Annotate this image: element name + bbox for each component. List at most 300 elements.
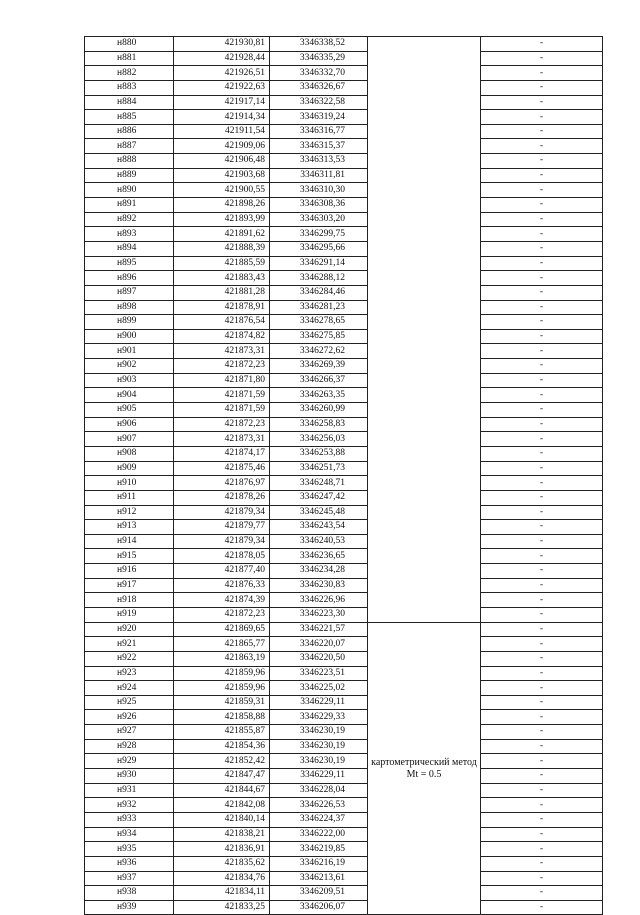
table-row	[85, 432, 603, 447]
note-cell: -	[481, 886, 603, 901]
x-coordinate-cell: 421874,17	[174, 446, 270, 461]
table-row	[85, 769, 603, 784]
point-id-cell: н898	[85, 300, 174, 315]
note-cell: -	[481, 827, 603, 842]
x-coordinate-cell: 421906,48	[174, 154, 270, 169]
table-row	[85, 373, 603, 388]
point-id-cell: н927	[85, 725, 174, 740]
point-id-cell: н935	[85, 842, 174, 857]
table-row	[85, 812, 603, 827]
table-row	[85, 490, 603, 505]
point-id-cell: н907	[85, 432, 174, 447]
table-row	[85, 564, 603, 579]
point-id-cell: н896	[85, 271, 174, 286]
x-coordinate-cell: 421883,43	[174, 271, 270, 286]
x-coordinate-cell: 421840,14	[174, 812, 270, 827]
table-row	[85, 446, 603, 461]
table-row	[85, 241, 603, 256]
x-coordinate-cell: 421834,11	[174, 886, 270, 901]
x-coordinate-cell: 421838,21	[174, 827, 270, 842]
note-cell: -	[481, 871, 603, 886]
point-id-cell: н915	[85, 549, 174, 564]
note-cell: -	[481, 227, 603, 242]
point-id-cell: н904	[85, 388, 174, 403]
table-row	[85, 227, 603, 242]
y-coordinate-cell: 3346263,35	[270, 388, 368, 403]
x-coordinate-cell: 421874,82	[174, 329, 270, 344]
point-id-cell: н891	[85, 198, 174, 213]
note-cell: -	[481, 359, 603, 374]
note-cell: -	[481, 593, 603, 608]
note-cell: -	[481, 95, 603, 110]
table-row	[85, 871, 603, 886]
note-cell: -	[481, 110, 603, 125]
x-coordinate-cell: 421833,25	[174, 900, 270, 915]
y-coordinate-cell: 3346313,53	[270, 154, 368, 169]
note-cell: -	[481, 622, 603, 637]
y-coordinate-cell: 3346253,88	[270, 446, 368, 461]
point-id-cell: н922	[85, 651, 174, 666]
table-row	[85, 476, 603, 491]
x-coordinate-cell: 421842,08	[174, 798, 270, 813]
point-id-cell: н934	[85, 827, 174, 842]
y-coordinate-cell: 3346322,58	[270, 95, 368, 110]
note-cell: -	[481, 432, 603, 447]
y-coordinate-cell: 3346228,04	[270, 783, 368, 798]
table-row	[85, 256, 603, 271]
point-id-cell: н928	[85, 739, 174, 754]
table-row	[85, 725, 603, 740]
y-coordinate-cell: 3346216,19	[270, 856, 368, 871]
point-id-cell: н895	[85, 256, 174, 271]
y-coordinate-cell: 3346335,29	[270, 51, 368, 66]
note-cell: -	[481, 783, 603, 798]
table-row	[85, 110, 603, 125]
note-cell: -	[481, 403, 603, 418]
y-coordinate-cell: 3346284,46	[270, 285, 368, 300]
note-cell: -	[481, 124, 603, 139]
table-row	[85, 900, 603, 915]
y-coordinate-cell: 3346229,33	[270, 710, 368, 725]
note-cell: -	[481, 769, 603, 784]
point-id-cell: н897	[85, 285, 174, 300]
x-coordinate-cell: 421844,67	[174, 783, 270, 798]
table-row	[85, 198, 603, 213]
y-coordinate-cell: 3346308,36	[270, 198, 368, 213]
note-cell: -	[481, 315, 603, 330]
y-coordinate-cell: 3346230,19	[270, 754, 368, 769]
y-coordinate-cell: 3346209,51	[270, 886, 368, 901]
note-cell: -	[481, 154, 603, 169]
y-coordinate-cell: 3346213,61	[270, 871, 368, 886]
table-row	[85, 417, 603, 432]
table-row	[85, 80, 603, 95]
coordinates-table-body	[85, 37, 603, 915]
y-coordinate-cell: 3346223,30	[270, 607, 368, 622]
y-coordinate-cell: 3346229,11	[270, 695, 368, 710]
note-cell: -	[481, 80, 603, 95]
note-cell: -	[481, 520, 603, 535]
point-id-cell: н923	[85, 666, 174, 681]
x-coordinate-cell: 421876,33	[174, 578, 270, 593]
table-row	[85, 651, 603, 666]
x-coordinate-cell: 421878,91	[174, 300, 270, 315]
note-cell: -	[481, 798, 603, 813]
table-row	[85, 886, 603, 901]
note-cell: -	[481, 637, 603, 652]
x-coordinate-cell: 421854,36	[174, 739, 270, 754]
point-id-cell: н918	[85, 593, 174, 608]
note-cell: -	[481, 695, 603, 710]
table-row	[85, 681, 603, 696]
note-cell: -	[481, 490, 603, 505]
table-row	[85, 139, 603, 154]
point-id-cell: н910	[85, 476, 174, 491]
note-cell: -	[481, 198, 603, 213]
table-row	[85, 315, 603, 330]
point-id-cell: н884	[85, 95, 174, 110]
table-row	[85, 329, 603, 344]
y-coordinate-cell: 3346319,24	[270, 110, 368, 125]
y-coordinate-cell: 3346266,37	[270, 373, 368, 388]
y-coordinate-cell: 3346222,00	[270, 827, 368, 842]
y-coordinate-cell: 3346234,28	[270, 564, 368, 579]
note-cell: -	[481, 285, 603, 300]
note-cell: -	[481, 754, 603, 769]
y-coordinate-cell: 3346275,85	[270, 329, 368, 344]
point-id-cell: н938	[85, 886, 174, 901]
point-id-cell: н880	[85, 37, 174, 52]
table-row	[85, 798, 603, 813]
note-cell: -	[481, 739, 603, 754]
point-id-cell: н920	[85, 622, 174, 637]
x-coordinate-cell: 421872,23	[174, 607, 270, 622]
y-coordinate-cell: 3346256,03	[270, 432, 368, 447]
x-coordinate-cell: 421859,96	[174, 666, 270, 681]
point-id-cell: н926	[85, 710, 174, 725]
note-cell: -	[481, 373, 603, 388]
y-coordinate-cell: 3346230,19	[270, 725, 368, 740]
x-coordinate-cell: 421871,59	[174, 403, 270, 418]
x-coordinate-cell: 421871,80	[174, 373, 270, 388]
x-coordinate-cell: 421858,88	[174, 710, 270, 725]
note-cell: -	[481, 666, 603, 681]
x-coordinate-cell: 421855,87	[174, 725, 270, 740]
y-coordinate-cell: 3346311,81	[270, 168, 368, 183]
coordinates-table	[84, 36, 603, 915]
note-cell: -	[481, 329, 603, 344]
x-coordinate-cell: 421879,34	[174, 505, 270, 520]
point-id-cell: н916	[85, 564, 174, 579]
y-coordinate-cell: 3346221,57	[270, 622, 368, 637]
y-coordinate-cell: 3346316,77	[270, 124, 368, 139]
y-coordinate-cell: 3346278,65	[270, 315, 368, 330]
y-coordinate-cell: 3346260,99	[270, 403, 368, 418]
point-id-cell: н885	[85, 110, 174, 125]
table-row	[85, 403, 603, 418]
note-cell: -	[481, 812, 603, 827]
point-id-cell: н893	[85, 227, 174, 242]
point-id-cell: н931	[85, 783, 174, 798]
point-id-cell: н905	[85, 403, 174, 418]
table-row	[85, 637, 603, 652]
table-row	[85, 520, 603, 535]
point-id-cell: н908	[85, 446, 174, 461]
point-id-cell: н887	[85, 139, 174, 154]
point-id-cell: н929	[85, 754, 174, 769]
note-cell: -	[481, 37, 603, 52]
point-id-cell: н890	[85, 183, 174, 198]
x-coordinate-cell: 421885,59	[174, 256, 270, 271]
x-coordinate-cell: 421834,76	[174, 871, 270, 886]
y-coordinate-cell: 3346310,30	[270, 183, 368, 198]
table-row	[85, 842, 603, 857]
table-row	[85, 285, 603, 300]
y-coordinate-cell: 3346206,07	[270, 900, 368, 915]
point-id-cell: н901	[85, 344, 174, 359]
y-coordinate-cell: 3346230,83	[270, 578, 368, 593]
y-coordinate-cell: 3346236,65	[270, 549, 368, 564]
x-coordinate-cell: 421872,23	[174, 359, 270, 374]
note-cell: -	[481, 461, 603, 476]
table-row	[85, 154, 603, 169]
note-cell: -	[481, 564, 603, 579]
table-row	[85, 461, 603, 476]
x-coordinate-cell: 421875,46	[174, 461, 270, 476]
y-coordinate-cell: 3346247,42	[270, 490, 368, 505]
table-row	[85, 783, 603, 798]
method-note: картометрический метод Mt = 0.5	[371, 756, 477, 780]
note-cell: -	[481, 51, 603, 66]
point-id-cell: н889	[85, 168, 174, 183]
y-coordinate-cell: 3346226,96	[270, 593, 368, 608]
note-cell: -	[481, 476, 603, 491]
y-coordinate-cell: 3346219,85	[270, 842, 368, 857]
table-row	[85, 622, 603, 637]
x-coordinate-cell: 421835,62	[174, 856, 270, 871]
point-id-cell: н937	[85, 871, 174, 886]
y-coordinate-cell: 3346315,37	[270, 139, 368, 154]
note-cell: -	[481, 607, 603, 622]
point-id-cell: н932	[85, 798, 174, 813]
note-cell: -	[481, 388, 603, 403]
point-id-cell: н930	[85, 769, 174, 784]
table-row	[85, 578, 603, 593]
table-row	[85, 856, 603, 871]
point-id-cell: н899	[85, 315, 174, 330]
x-coordinate-cell: 421869,65	[174, 622, 270, 637]
point-id-cell: н924	[85, 681, 174, 696]
y-coordinate-cell: 3346226,53	[270, 798, 368, 813]
x-coordinate-cell: 421876,97	[174, 476, 270, 491]
x-coordinate-cell: 421891,62	[174, 227, 270, 242]
x-coordinate-cell: 421898,26	[174, 198, 270, 213]
table-row	[85, 754, 603, 769]
x-coordinate-cell: 421909,06	[174, 139, 270, 154]
x-coordinate-cell: 421917,14	[174, 95, 270, 110]
x-coordinate-cell: 421859,31	[174, 695, 270, 710]
note-cell: -	[481, 842, 603, 857]
x-coordinate-cell: 421877,40	[174, 564, 270, 579]
x-coordinate-cell: 421930,81	[174, 37, 270, 52]
table-row	[85, 607, 603, 622]
table-row	[85, 534, 603, 549]
table-row	[85, 168, 603, 183]
y-coordinate-cell: 3346326,67	[270, 80, 368, 95]
point-id-cell: н883	[85, 80, 174, 95]
y-coordinate-cell: 3346245,48	[270, 505, 368, 520]
note-cell: -	[481, 139, 603, 154]
table-row	[85, 300, 603, 315]
point-id-cell: н892	[85, 212, 174, 227]
y-coordinate-cell: 3346251,73	[270, 461, 368, 476]
x-coordinate-cell: 421881,28	[174, 285, 270, 300]
note-cell: -	[481, 300, 603, 315]
table-row	[85, 183, 603, 198]
y-coordinate-cell: 3346299,75	[270, 227, 368, 242]
y-coordinate-cell: 3346230,19	[270, 739, 368, 754]
table-row	[85, 739, 603, 754]
point-id-cell: н882	[85, 66, 174, 81]
point-id-cell: н881	[85, 51, 174, 66]
x-coordinate-cell: 421879,34	[174, 534, 270, 549]
x-coordinate-cell: 421872,23	[174, 417, 270, 432]
point-id-cell: н888	[85, 154, 174, 169]
x-coordinate-cell: 421911,54	[174, 124, 270, 139]
x-coordinate-cell: 421914,34	[174, 110, 270, 125]
table-row	[85, 359, 603, 374]
x-coordinate-cell: 421928,44	[174, 51, 270, 66]
note-cell: -	[481, 66, 603, 81]
x-coordinate-cell: 421852,42	[174, 754, 270, 769]
x-coordinate-cell: 421873,31	[174, 432, 270, 447]
x-coordinate-cell: 421859,96	[174, 681, 270, 696]
note-cell: -	[481, 900, 603, 915]
y-coordinate-cell: 3346269,39	[270, 359, 368, 374]
note-cell: -	[481, 417, 603, 432]
x-coordinate-cell: 421876,54	[174, 315, 270, 330]
x-coordinate-cell: 421922,63	[174, 80, 270, 95]
table-row	[85, 710, 603, 725]
note-cell: -	[481, 681, 603, 696]
point-id-cell: н933	[85, 812, 174, 827]
y-coordinate-cell: 3346332,70	[270, 66, 368, 81]
note-cell: -	[481, 710, 603, 725]
table-row	[85, 51, 603, 66]
note-cell: -	[481, 534, 603, 549]
method-cell	[368, 622, 481, 915]
x-coordinate-cell: 421865,77	[174, 637, 270, 652]
point-id-cell: н925	[85, 695, 174, 710]
note-cell: -	[481, 241, 603, 256]
y-coordinate-cell: 3346240,53	[270, 534, 368, 549]
note-cell: -	[481, 168, 603, 183]
y-coordinate-cell: 3346272,62	[270, 344, 368, 359]
y-coordinate-cell: 3346225,02	[270, 681, 368, 696]
table-row	[85, 124, 603, 139]
point-id-cell: н900	[85, 329, 174, 344]
note-cell: -	[481, 271, 603, 286]
y-coordinate-cell: 3346220,50	[270, 651, 368, 666]
y-coordinate-cell: 3346291,14	[270, 256, 368, 271]
x-coordinate-cell: 421879,77	[174, 520, 270, 535]
point-id-cell: н939	[85, 900, 174, 915]
table-row	[85, 549, 603, 564]
x-coordinate-cell: 421903,68	[174, 168, 270, 183]
x-coordinate-cell: 421847,47	[174, 769, 270, 784]
table-row	[85, 344, 603, 359]
point-id-cell: н913	[85, 520, 174, 535]
y-coordinate-cell: 3346243,54	[270, 520, 368, 535]
point-id-cell: н894	[85, 241, 174, 256]
note-cell: -	[481, 446, 603, 461]
x-coordinate-cell: 421888,39	[174, 241, 270, 256]
point-id-cell: н917	[85, 578, 174, 593]
x-coordinate-cell: 421873,31	[174, 344, 270, 359]
note-cell: -	[481, 256, 603, 271]
y-coordinate-cell: 3346248,71	[270, 476, 368, 491]
y-coordinate-cell: 3346295,66	[270, 241, 368, 256]
table-row	[85, 388, 603, 403]
note-cell: -	[481, 856, 603, 871]
note-cell: -	[481, 344, 603, 359]
y-coordinate-cell: 3346224,37	[270, 812, 368, 827]
y-coordinate-cell: 3346220,07	[270, 637, 368, 652]
y-coordinate-cell: 3346229,11	[270, 769, 368, 784]
method-cell-empty	[368, 37, 481, 623]
table-row	[85, 505, 603, 520]
x-coordinate-cell: 421874,39	[174, 593, 270, 608]
x-coordinate-cell: 421871,59	[174, 388, 270, 403]
x-coordinate-cell: 421863,19	[174, 651, 270, 666]
y-coordinate-cell: 3346288,12	[270, 271, 368, 286]
table-row	[85, 212, 603, 227]
x-coordinate-cell: 421878,26	[174, 490, 270, 505]
table-row	[85, 37, 603, 52]
note-cell: -	[481, 183, 603, 198]
x-coordinate-cell: 421900,55	[174, 183, 270, 198]
point-id-cell: н919	[85, 607, 174, 622]
y-coordinate-cell: 3346281,23	[270, 300, 368, 315]
point-id-cell: н912	[85, 505, 174, 520]
note-cell: -	[481, 578, 603, 593]
table-row	[85, 827, 603, 842]
note-cell: -	[481, 725, 603, 740]
table-row	[85, 593, 603, 608]
point-id-cell: н936	[85, 856, 174, 871]
point-id-cell: н911	[85, 490, 174, 505]
point-id-cell: н914	[85, 534, 174, 549]
point-id-cell: н921	[85, 637, 174, 652]
y-coordinate-cell: 3346338,52	[270, 37, 368, 52]
table-row	[85, 695, 603, 710]
x-coordinate-cell: 421836,91	[174, 842, 270, 857]
point-id-cell: н909	[85, 461, 174, 476]
table-row	[85, 95, 603, 110]
point-id-cell: н886	[85, 124, 174, 139]
note-cell: -	[481, 651, 603, 666]
table-row	[85, 66, 603, 81]
note-cell: -	[481, 212, 603, 227]
table-row	[85, 666, 603, 681]
point-id-cell: н902	[85, 359, 174, 374]
point-id-cell: н906	[85, 417, 174, 432]
y-coordinate-cell: 3346303,20	[270, 212, 368, 227]
x-coordinate-cell: 421893,99	[174, 212, 270, 227]
y-coordinate-cell: 3346258,83	[270, 417, 368, 432]
x-coordinate-cell: 421878,05	[174, 549, 270, 564]
y-coordinate-cell: 3346223,51	[270, 666, 368, 681]
